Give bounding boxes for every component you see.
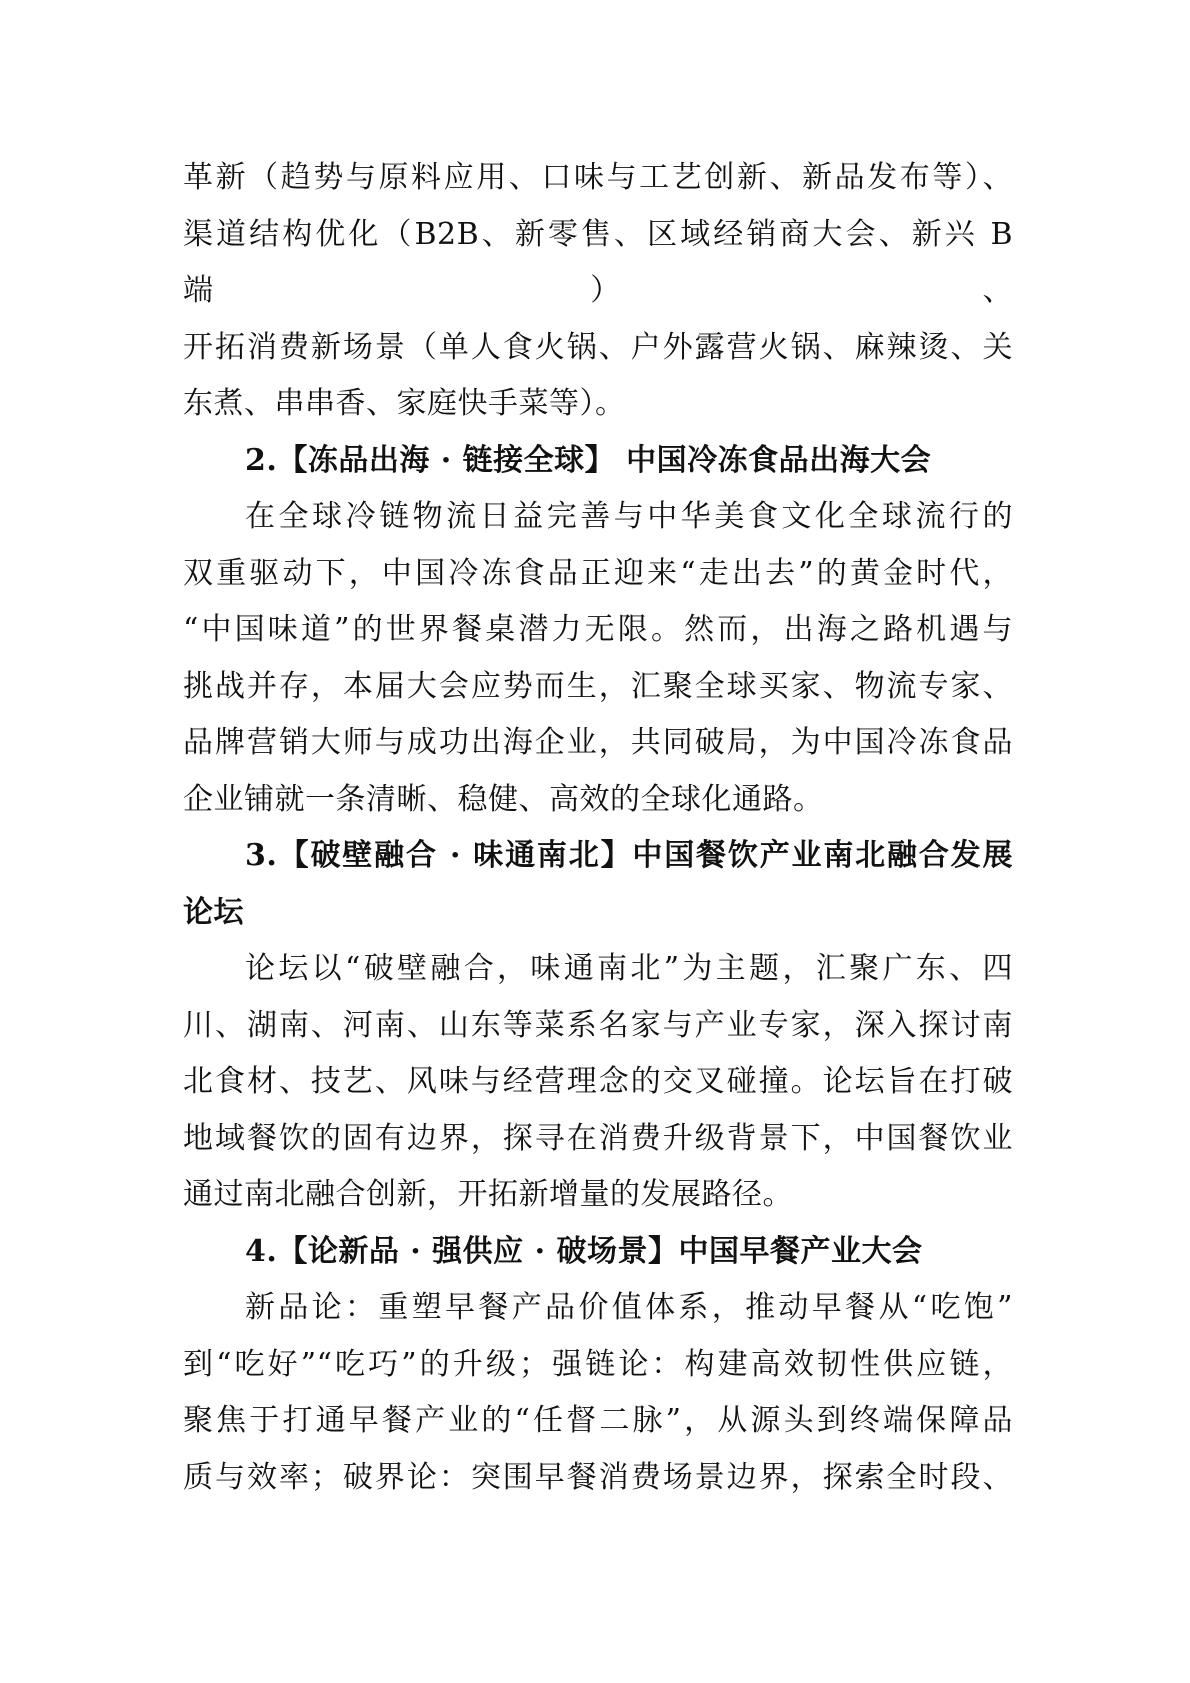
body-line: 在全球冷链物流日益完善与中华美食文化全球流行的 <box>245 499 1013 534</box>
section-heading-2: 2.【冻品出海 · 链接全球】 中国冷冻食品出海大会 <box>245 442 932 478</box>
body-line: 聚焦于打通早餐产业的“任督二脉”，从源头到终端保障品 <box>183 1403 1013 1438</box>
body-line: 通过南北融合创新，开拓新增量的发展路径。 <box>183 1177 793 1212</box>
body-line: 品牌营销大师与成功出海企业，共同破局，为中国冷冻食品 <box>183 725 1013 760</box>
body-line: 开拓消费新场景（单人食火锅、户外露营火锅、麻辣烫、关 <box>183 329 1013 365</box>
body-line: 川、湖南、河南、山东等菜系名家与产业专家，深入探讨南 <box>183 1007 1013 1043</box>
section-heading-3: 3.【破壁融合 · 味通南北】中国餐饮产业南北融合发展 <box>245 838 1013 873</box>
body-line: 北食材、技艺、风味与经营理念的交叉碰撞。论坛旨在打破 <box>183 1064 1013 1099</box>
body-line: 新品论：重塑早餐产品价值体系，推动早餐从“吃饱” <box>245 1290 1013 1325</box>
body-line: 革新（趋势与原料应用、口味与工艺创新、新品发布等）、 <box>183 160 1013 195</box>
section-heading-4: 4.【论新品 · 强供应 · 破场景】中国早餐产业大会 <box>245 1233 923 1269</box>
body-line: 地域餐饮的固有边界，探寻在消费升级背景下，中国餐饮业 <box>183 1120 1013 1156</box>
body-line: 双重驱动下，中国冷冻食品正迎来“走出去”的黄金时代， <box>183 555 1013 591</box>
body-line: 质与效率；破界论：突围早餐消费场景边界，探索全时段、 <box>183 1459 1013 1495</box>
body-line: “中国味道”的世界餐桌潜力无限。然而，出海之路机遇与 <box>183 612 1013 647</box>
body-line: 到“吃好”“吃巧”的升级；强链论：构建高效韧性供应链， <box>183 1346 1013 1382</box>
section-heading-3-cont: 论坛 <box>183 894 244 930</box>
body-line: 论坛以“破壁融合，味通南北”为主题，汇聚广东、四 <box>245 951 1013 986</box>
body-line: 渠道结构优化（B2B、新零售、区域经销商大会、新兴 B 端）、 <box>183 216 1013 308</box>
body-line: 挑战并存，本届大会应势而生，汇聚全球买家、物流专家、 <box>183 668 1013 704</box>
document-page <box>183 150 1013 1506</box>
body-line: 企业铺就一条清晰、稳健、高效的全球化通路。 <box>183 781 824 817</box>
body-line: 东煮、串串香、家庭快手菜等）。 <box>183 386 626 421</box>
